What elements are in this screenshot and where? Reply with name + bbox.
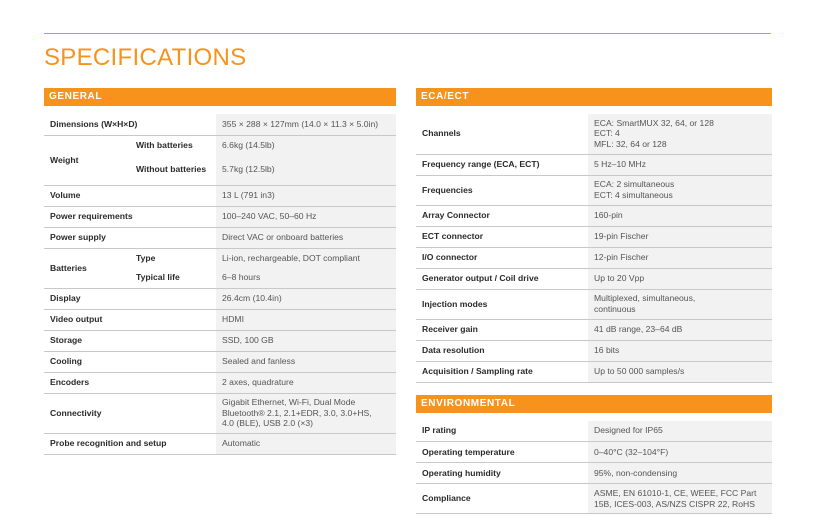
spec-label: Receiver gain: [416, 319, 588, 340]
spec-label: Dimensions (W×H×D): [44, 114, 216, 135]
table-row: [416, 319, 772, 340]
spec-value: Direct VAC or onboard batteries: [216, 227, 396, 248]
table-row: [416, 114, 772, 154]
spec-value: [588, 289, 772, 319]
table-row: [44, 248, 396, 268]
spec-label: Probe recognition and setup: [44, 433, 216, 454]
spec-label: Acquisition / Sampling rate: [416, 361, 588, 382]
spec-value: 41 dB range, 23–64 dB: [588, 319, 772, 340]
spec-value: 355 × 288 × 127mm (14.0 × 11.3 × 5.0in): [216, 114, 396, 135]
spec-sublabel: Without batteries: [130, 155, 216, 185]
spec-label: ECT connector: [416, 226, 588, 247]
table-row: [44, 288, 396, 309]
spec-value: 100–240 VAC, 50–60 Hz: [216, 206, 396, 227]
table-row: [416, 205, 772, 226]
table-row: [416, 247, 772, 268]
spec-value: 6.6kg (14.5lb): [216, 135, 396, 155]
spec-value: 5 Hz–10 MHz: [588, 154, 772, 175]
spec-label: Data resolution: [416, 340, 588, 361]
table-row: [44, 372, 396, 393]
spec-label: Operating temperature: [416, 442, 588, 463]
spec-label: Video output: [44, 309, 216, 330]
spec-value: 160-pin: [588, 205, 772, 226]
table-row: [416, 340, 772, 361]
table-row: [44, 351, 396, 372]
spec-value: 13 L (791 in3): [216, 185, 396, 206]
table-row: [416, 226, 772, 247]
spec-label: Generator output / Coil drive: [416, 268, 588, 289]
table-row: [44, 227, 396, 248]
ecaect-table: [416, 114, 772, 383]
spec-value-line: Multiplexed, simultaneous,: [594, 293, 696, 304]
spec-value: Automatic: [216, 433, 396, 454]
table-row: [416, 175, 772, 205]
table-row: [44, 135, 396, 155]
spec-value: 16 bits: [588, 340, 772, 361]
spec-label: Channels: [416, 114, 588, 154]
environmental-table: [416, 421, 772, 515]
spec-label: Cooling: [44, 351, 216, 372]
table-row: [44, 433, 396, 454]
spec-label: Batteries: [44, 248, 130, 288]
spec-label: Encoders: [44, 372, 216, 393]
spec-value: 6–8 hours: [216, 268, 396, 288]
spec-sublabel: Typical life: [130, 268, 216, 288]
spec-value: [588, 175, 772, 205]
spec-value: Designed for IP65: [588, 421, 772, 442]
spec-sublabel: Type: [136, 252, 156, 263]
spec-label: Display: [44, 288, 216, 309]
spec-value-line: 15B, ICES-003, AS/NZS CISPR 22, RoHS: [594, 498, 755, 509]
spec-value: [588, 114, 772, 154]
spec-value: Sealed and fanless: [216, 351, 396, 372]
table-row: [416, 154, 772, 175]
general-section: [44, 88, 396, 455]
spec-label: IP rating: [416, 421, 588, 442]
spec-value-line: Gigabit Ethernet, Wi-Fi, Dual Mode: [222, 396, 356, 407]
spec-label: Frequencies: [416, 175, 588, 205]
table-row: [44, 309, 396, 330]
spec-label: Operating humidity: [416, 463, 588, 484]
table-row: [416, 442, 772, 463]
spec-label: Power supply: [44, 227, 216, 248]
spec-label: Connectivity: [44, 393, 216, 433]
table-row: [416, 463, 772, 484]
spec-label: Frequency range (ECA, ECT): [416, 154, 588, 175]
spec-value: 12-pin Fischer: [588, 247, 772, 268]
spec-value-line: 4.0 (BLE), USB 2.0 (×3): [222, 418, 314, 429]
spec-label: I/O connector: [416, 247, 588, 268]
spec-value: Up to 50 000 samples/s: [588, 361, 772, 382]
spec-value-line: MFL: 32, 64 or 128: [594, 139, 667, 150]
spec-value: [216, 393, 396, 433]
spec-value: Up to 20 Vpp: [588, 268, 772, 289]
spec-value-line: ECA: 2 simultaneous: [594, 179, 675, 190]
spec-value: Li-ion, rechargeable, DOT compliant: [216, 248, 396, 268]
spec-label: Compliance: [416, 484, 588, 514]
general-table: [44, 114, 396, 455]
general-heading: GENERAL: [44, 88, 396, 106]
table-row: [416, 289, 772, 319]
table-row: [44, 393, 396, 433]
spec-value-line: continuous: [594, 304, 636, 314]
spec-label: Array Connector: [416, 205, 588, 226]
page-title: SPECIFICATIONS: [44, 44, 247, 71]
ecaect-heading: ECA/ECT: [416, 88, 772, 106]
spec-value-line: ECT: 4 simultaneous: [594, 190, 673, 200]
spec-value-line: ECA: SmartMUX 32, 64, or 128: [594, 117, 714, 128]
spec-value: 0–40°C (32–104°F): [588, 442, 772, 463]
spec-value: 5.7kg (12.5lb): [216, 155, 396, 185]
spec-label: Volume: [44, 185, 216, 206]
table-row: [44, 206, 396, 227]
spec-label: Injection modes: [416, 289, 588, 319]
spec-label: Weight: [44, 135, 130, 185]
table-row: [416, 484, 772, 514]
table-row: [44, 330, 396, 351]
spec-label: Power requirements: [44, 206, 216, 227]
table-row: [416, 361, 772, 382]
spec-value: 2 axes, quadrature: [216, 372, 396, 393]
top-divider: [44, 33, 771, 34]
spec-value-line: ASME, EN 61010-1, CE, WEEE, FCC Part: [594, 487, 757, 498]
spec-value: [588, 484, 772, 514]
table-row: [44, 185, 396, 206]
spec-label: Storage: [44, 330, 216, 351]
spec-sublabel: With batteries: [136, 139, 193, 150]
table-row: [416, 421, 772, 442]
table-row: [44, 114, 396, 135]
spec-value: HDMI: [216, 309, 396, 330]
table-row: [416, 268, 772, 289]
spec-value: 95%, non-condensing: [588, 463, 772, 484]
spec-value: SSD, 100 GB: [216, 330, 396, 351]
spec-value: 26.4cm (10.4in): [216, 288, 396, 309]
environmental-heading: ENVIRONMENTAL: [416, 395, 772, 413]
spec-value-line: ECT: 4: [594, 128, 620, 139]
spec-value-line: Bluetooth® 2.1, 2.1+EDR, 3.0, 3.0+HS,: [222, 407, 372, 418]
spec-value: 19-pin Fischer: [588, 226, 772, 247]
ecaect-section: [416, 88, 772, 514]
